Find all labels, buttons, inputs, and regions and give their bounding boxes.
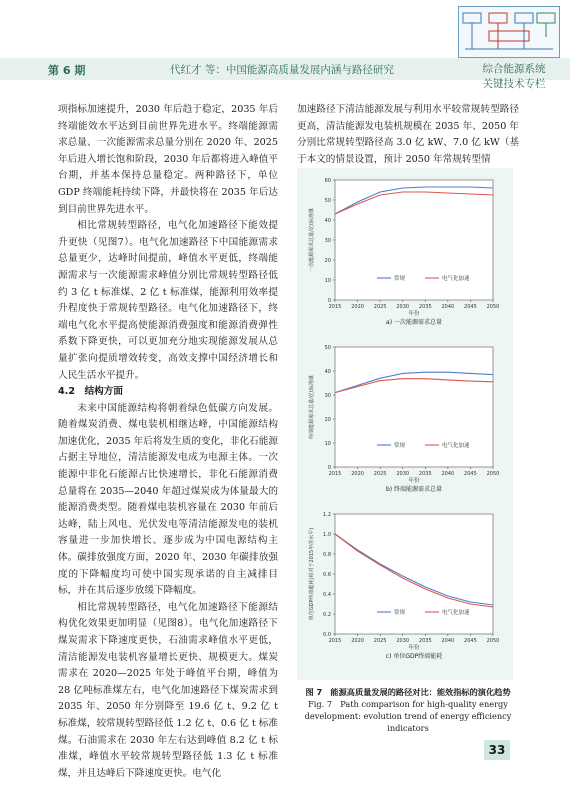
column-title-line2: 关键技术专栏	[482, 78, 546, 90]
left-column	[58, 102, 278, 782]
x-tick-label: 2020	[351, 471, 364, 477]
column-logo-diagram	[458, 6, 560, 58]
x-tick-label: 2040	[441, 638, 455, 644]
x-tick-label: 2050	[486, 638, 500, 644]
plot-area	[335, 514, 493, 634]
y-tick-label: 60	[324, 178, 331, 184]
x-tick-label: 2030	[396, 638, 410, 644]
y-tick-label: 0.6	[323, 572, 331, 578]
chart-title: a) 一次能源需求总量	[386, 319, 442, 326]
y-tick-label: 40	[324, 218, 331, 224]
plot-area	[335, 347, 493, 467]
right-column	[297, 102, 519, 168]
y-tick-label: 0.8	[323, 552, 331, 558]
y-tick-label: 0.0	[323, 632, 331, 638]
x-tick-label: 2025	[373, 471, 387, 477]
legend-label: 常规	[394, 276, 406, 282]
figure-7-charts	[297, 168, 513, 680]
x-tick-label: 2045	[464, 638, 477, 644]
x-axis-label: 年份	[408, 645, 420, 651]
x-tick-label: 2045	[464, 471, 477, 477]
x-tick-label: 2035	[418, 471, 432, 477]
column-title-line1: 综合能源系统	[482, 63, 546, 75]
y-axis-label: 一次能源需求总量/亿t标准煤	[309, 208, 315, 272]
paragraph: 加速路径下清洁能源发展与利用水平较常规转型路径更高，清洁能源发电装机规模在 2035 年、2050 年分别比常规转型路径高 3.0 亿 kW、7.0 亿 kW（基于本文的情景设置，预计 2050 年常规转型情	[297, 104, 519, 165]
x-tick-label: 2015	[328, 304, 342, 310]
legend-label: 电气化加速	[442, 610, 470, 616]
x-tick-label: 2035	[418, 638, 432, 644]
x-tick-label: 2035	[418, 304, 432, 310]
issue-label: 第 6 期	[48, 64, 86, 77]
y-tick-label: 40	[324, 369, 331, 375]
y-tick-label: 50	[324, 345, 331, 351]
x-tick-label: 2030	[396, 304, 410, 310]
y-tick-label: 0.2	[323, 612, 331, 618]
y-tick-label: 10	[324, 278, 331, 284]
paragraph: 相比常规转型路径，电气化加速路径下能源结构优化效果更加明显（见图8）。电气化加速路径下煤炭需求下降速度更快，石油需求峰值水平更低，清洁能源发电装机容量增长更快、规模更大。煤炭需求在 2020—2025 年处于峰值平台期，峰值为 28 亿吨标准煤左右，电气化加速路径下煤炭需求到 2035 年、2050 年分别降至 19.6 亿 t、9.2 亿 t 标准煤，较常规转型路径低 1.2 亿 t、0.6 亿 t 标准煤。石油需求在 2030 年左右达到峰值 8.2 亿 t 标准煤，峰值水平较常规转型路径低 1.3 亿 t 标准煤，并且达峰后下降速度更快。电气化	[58, 601, 278, 779]
paragraph: 相比常规转型路径，电气化加速路径下能效提升更快（见图7）。电气化加速路径下中国能源需求总量更少，达峰时间提前，峰值水平更低，终端能源需求与一次能源需求峰值分别比常规转型路径低约 3 亿 t 标准煤、2 亿 t 标准煤，能源利用效率提升程度快于常规转型路径。电气化加速路径下，终端电气化水平提高使能源消费强度和能源消费弹性系数下降更快，可以更加充分地实现能源发展从总量扩张向提质增效转变，高效支撑中国经济增长和人民生活水平提升。	[58, 220, 278, 381]
column-title	[464, 62, 564, 92]
y-tick-label: 1.2	[323, 512, 331, 518]
x-tick-label: 2040	[441, 471, 455, 477]
x-tick-label: 2015	[328, 638, 342, 644]
y-tick-label: 0	[327, 298, 331, 304]
x-tick-label: 2050	[486, 304, 500, 310]
x-tick-label: 2040	[441, 304, 455, 310]
paragraph: 未来中国能源结构将朝着绿色低碳方向发展。随着煤炭消费、煤电装机相继达峰，中国能源结构加速优化，2035 年后将发生质的变化，非化石能源占据主导地位，清洁能源发电成为电源主体。一次能源中非化石能源占比快速增长，非化石能源消费总量将在 2035—2040 年超过煤炭成为体量最大的能源消费类型。随着煤电装机容量在 2030 年前后达峰，陆上风电、光伏发电等清洁能源发电的装机容量进一步加快增长、逐步成为中国电源结构主体。碳排放强度方面，2020 年、2030 年碳排放强度的下降幅度均可使中国实现承诺的自主减排目标，并在其后逐步放缓下降幅度。	[58, 402, 278, 597]
chart-title: b) 终端能源需求总量	[385, 486, 443, 493]
y-tick-label: 20	[324, 417, 331, 423]
chart-title: c) 单位GDP终端能耗	[385, 653, 443, 660]
x-tick-label: 2025	[373, 638, 387, 644]
y-tick-label: 0	[327, 465, 331, 471]
y-tick-label: 10	[324, 441, 331, 447]
y-axis-label: 终端能源需求总量/亿t标准煤	[309, 375, 315, 439]
x-tick-label: 2020	[351, 304, 364, 310]
x-tick-label: 2045	[464, 304, 477, 310]
page-number: 33	[484, 740, 510, 760]
x-tick-label: 2020	[351, 638, 364, 644]
caption-cn: 图 7 能源高质量发展的路径对比：能效指标的演化趋势	[305, 687, 511, 697]
x-tick-label: 2030	[396, 471, 410, 477]
x-axis-label: 年份	[408, 311, 420, 317]
y-tick-label: 30	[324, 393, 331, 399]
x-axis-label: 年份	[408, 478, 420, 484]
legend-label: 常规	[394, 443, 406, 449]
figure-caption	[297, 686, 519, 734]
plot-area	[335, 180, 493, 300]
y-tick-label: 0.4	[323, 592, 331, 598]
x-tick-label: 2025	[373, 304, 387, 310]
paragraph: 项指标加速提升，2030 年后趋于稳定，2035 年后终端能效水平达到目前世界先进水平。终端能源需求总量、一次能源需求总量分别在 2020 年、2025 年后进入增长饱和阶段，2030 年后都将进入峰值平台期，并基本保持总量稳定。两种路径下，单位 GDP 终端能耗持续下降，并最快将在 2035 年后达到目前世界先进水平。	[58, 104, 278, 215]
legend-label: 电气化加速	[442, 276, 470, 282]
y-tick-label: 20	[324, 258, 331, 264]
section-heading: 4.2 结构方面	[58, 386, 123, 398]
figure-7	[297, 168, 513, 680]
caption-en: Fig. 7 Path comparison for high-quality energy development: evolution trend of energy efficiency indicators	[304, 699, 512, 733]
y-tick-label: 1.0	[323, 532, 331, 538]
x-tick-label: 2015	[328, 471, 342, 477]
legend-label: 常规	[394, 610, 406, 616]
y-axis-label: 单位GDP终端能耗(相对于2015年的水平)	[309, 527, 315, 621]
y-tick-label: 30	[324, 238, 331, 244]
legend-label: 电气化加速	[442, 443, 470, 449]
running-title: 代红才 等：中国能源高质量发展内涵与路径研究	[170, 64, 394, 76]
x-tick-label: 2050	[486, 471, 500, 477]
y-tick-label: 50	[324, 198, 331, 204]
